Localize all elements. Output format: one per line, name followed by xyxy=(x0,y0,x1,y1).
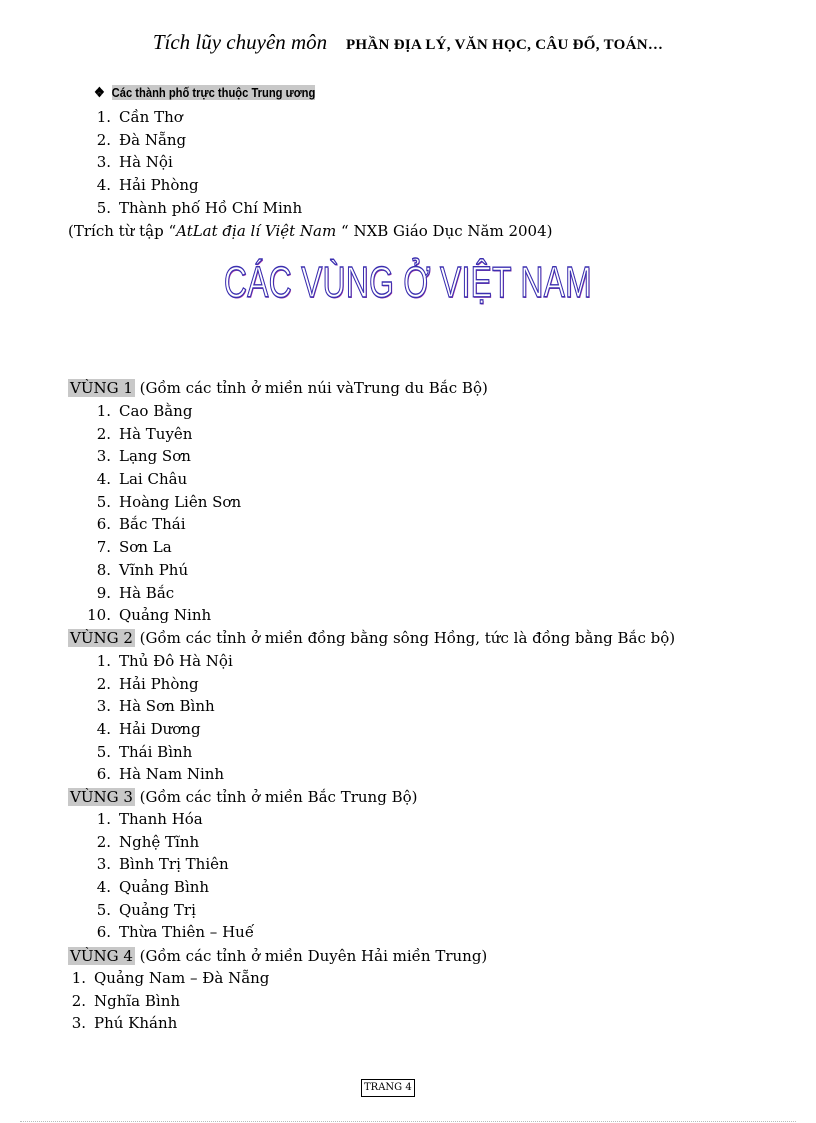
list-item: 2. Đà Nẵng xyxy=(96,130,187,149)
region-4-heading xyxy=(68,945,487,967)
list-item: 1. Cần Thơ xyxy=(96,108,183,126)
cities-section-heading xyxy=(94,84,315,101)
diamond-bullet-icon: ❖ xyxy=(94,84,105,100)
region-2-list xyxy=(87,650,233,786)
region-4-list xyxy=(62,967,269,1035)
footer-divider xyxy=(20,1121,796,1122)
region-description: (Gồm các tỉnh ở miền Bắc Trung Bộ) xyxy=(134,788,418,806)
region-2-heading xyxy=(68,627,675,649)
list-item: 5. Thành phố Hồ Chí Minh xyxy=(96,198,303,217)
list-item: 10. Quảng Ninh xyxy=(87,606,212,625)
list-item: 1. Thanh Hóa xyxy=(96,810,203,828)
list-item: 5. Quảng Trị xyxy=(96,900,196,919)
list-item: 1. Thủ Đô Hà Nội xyxy=(96,652,233,670)
list-item: 8. Vĩnh Phú xyxy=(96,560,189,579)
list-item: 2. Nghệ Tĩnh xyxy=(96,832,200,851)
region-description: (Gồm các tỉnh ở miền Duyên Hải miền Trung) xyxy=(134,947,488,965)
cities-list xyxy=(87,106,302,219)
region-3-heading xyxy=(68,786,418,808)
list-item: 4. Hải Dương xyxy=(96,720,201,739)
list-item: 1. Cao Bằng xyxy=(96,402,193,420)
page-header xyxy=(0,30,816,55)
list-item: 3. Lạng Sơn xyxy=(96,447,191,466)
region-description: (Gồm các tỉnh ở miền đồng bằng sông Hồng, tức là đồng bằng Bắc bộ) xyxy=(134,629,676,647)
region-label: VÙNG 4 xyxy=(70,947,133,965)
list-item: 4. Lai Châu xyxy=(96,470,188,489)
region-label: VÙNG 2 xyxy=(70,629,133,647)
region-1-list xyxy=(87,400,241,627)
list-item: 4. Quảng Bình xyxy=(96,878,210,897)
region-3-list xyxy=(87,808,254,944)
list-item: 6. Thừa Thiên – Huế xyxy=(96,923,255,942)
region-label: VÙNG 1 xyxy=(70,379,133,397)
list-item: 2. Hải Phòng xyxy=(96,674,199,693)
list-item: 9. Hà Bắc xyxy=(96,583,175,602)
source-book-title: AtLat địa lí Việt Nam xyxy=(176,222,337,240)
source-citation: (Trích từ tập “AtLat địa lí Việt Nam “ NXB Giáo Dục Năm 2004) xyxy=(68,222,553,240)
list-item: 3. Hà Sơn Bình xyxy=(96,697,215,716)
list-item: 6. Hà Nam Ninh xyxy=(96,765,225,784)
header-left-title: Tích lũy chuyên môn xyxy=(152,30,328,54)
cities-section-title: Các thành phố trực thuộc Trung ương xyxy=(111,85,316,100)
list-item: 3. Bình Trị Thiên xyxy=(96,855,229,874)
region-1-heading xyxy=(68,377,488,399)
list-item: 5. Thái Bình xyxy=(96,742,193,761)
header-right-title: PHẦN ĐỊA LÝ, VĂN HỌC, CÂU ĐỐ, TOÁN… xyxy=(345,37,664,53)
list-item: 3. Phú Khánh xyxy=(71,1014,178,1033)
list-item: 2. Nghĩa Bình xyxy=(71,991,181,1010)
list-item: 5. Hoàng Liên Sơn xyxy=(96,492,242,511)
page-title: CÁC VÙNG Ở VIỆT NAM xyxy=(224,258,592,307)
list-item: 1. Quảng Nam – Đà Nẵng xyxy=(71,969,270,987)
list-item: 7. Sơn La xyxy=(96,538,172,557)
list-item: 3. Hà Nội xyxy=(96,153,173,172)
region-label: VÙNG 3 xyxy=(70,788,133,806)
list-item: 6. Bắc Thái xyxy=(96,515,186,534)
region-description: (Gồm các tỉnh ở miền núi vàTrung du Bắc Bộ) xyxy=(134,379,488,397)
list-item: 4. Hải Phòng xyxy=(96,176,199,195)
page-number: TRANG 4 xyxy=(361,1079,415,1097)
list-item: 2. Hà Tuyên xyxy=(96,424,193,443)
